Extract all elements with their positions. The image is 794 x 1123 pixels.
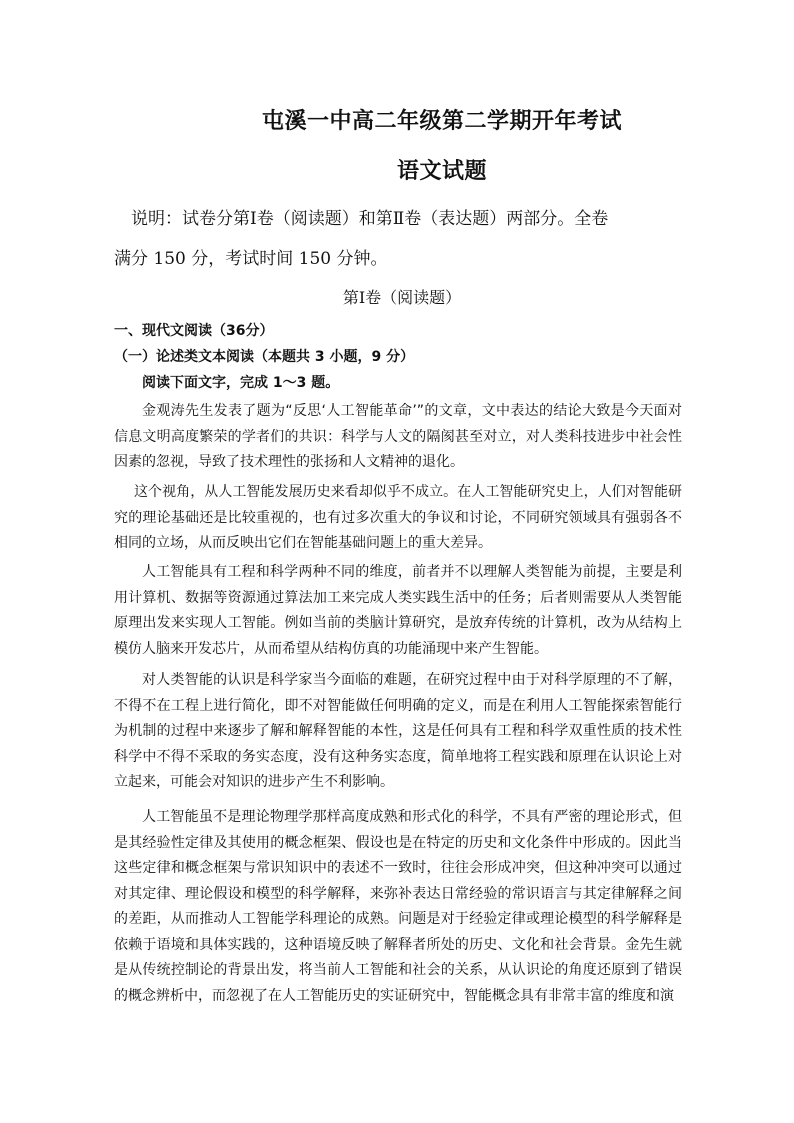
subsection-heading: （一）论述类文本阅读（本题共 3 小题，9 分） <box>114 349 415 365</box>
passage-paragraph-2: 这个视角，从人工智能发展历史来看却似乎不成立。在人工智能研究史上，人们对智能研究的理论基础还是比较重视的，也有过多次重大的争议和讨论，不同研究领域具有强弱各不相同的立场，从而反映出它们在智能基础问题上的重大差异。 <box>114 484 682 551</box>
section-heading: 一、现代文阅读（36分） <box>114 323 274 339</box>
passage-paragraph-5: 人工智能虽不是理论物理学那样高度成熟和形式化的科学，不具有严密的理论形式，但是其经验性定律及其使用的概念框架、假设也是在特定的历史和文化条件中形成的。因此当这些定律和概念框架与常识知识中的表述不一致时，往往会形成冲突，但这种冲突可以通过对其定律、理论假设和模型的科学解释，来弥补表达日常经验的常识语言与其定律解释之间的差距，从而推动人工智能学科理论的成熟。问题是对于经验定律或理论模型的科学解释是依赖于语境和具体实践的，这种语境反映了解释者所处的历史、文化和社会背景。金先生就是从传统控制论的背景出发，将当前人工智能和社会的关系，从认识论的角度还原到了错误的概念辨析中，而忽视了在人工智能历史的实证研究中，智能概念具有非常丰富的维度和演 <box>114 809 682 1004</box>
instructions-line-2: 满分 150 分，考试时间 150 分钟。 <box>114 249 388 269</box>
passage-paragraph-1: 金观涛先生发表了题为“反思‘人工智能革命’”的文章，文中表达的结论大致是今天面对信息文明高度繁荣的学者们的共识：科学与人文的隔阂甚至对立，对人类科技进步中社会性因素的忽视，导致了技术理性的张扬和人文精神的退化。 <box>114 403 682 470</box>
passage-paragraph-4: 对人类智能的认识是科学家当今面临的难题，在研究过程中由于对科学原理的不了解，不得不在工程上进行简化，即不对智能做任何明确的定义，而是在利用人工智能探索智能行为机制的过程中来逐步了解和解释智能的本性，这是任何具有工程和科学双重性质的技术性科学中不得不采取的务实态度，没有这种务实态度，简单地将工程实践和原理在认识论上对立起来，可能会对知识的进步产生不利影响。 <box>114 672 682 790</box>
exam-subtitle: 语文试题 <box>396 158 487 184</box>
part-one-title: 第Ⅰ卷（阅读题） <box>342 288 462 307</box>
reading-prompt: 阅读下面文字，完成 1～3 题。 <box>142 375 340 391</box>
passage-paragraph-3: 人工智能具有工程和科学两种不同的维度，前者并不以理解人类智能为前提，主要是利用计算机、数据等资源通过算法加工来完成人类实践生活中的任务；后者则需要从人类智能原理出发来实现人工智能。例如当前的类脑计算研究，是放弃传统的计算机，改为从结构上模仿人脑来开发芯片，从而希望从结构仿真的功能涌现中来产生智能。 <box>114 564 682 657</box>
exam-title: 屯溪一中高二年级第二学期开年考试 <box>261 108 622 134</box>
instructions-line-1: 说明：试卷分第Ⅰ卷（阅读题）和第Ⅱ卷（表达题）两部分。全卷 <box>131 209 609 229</box>
